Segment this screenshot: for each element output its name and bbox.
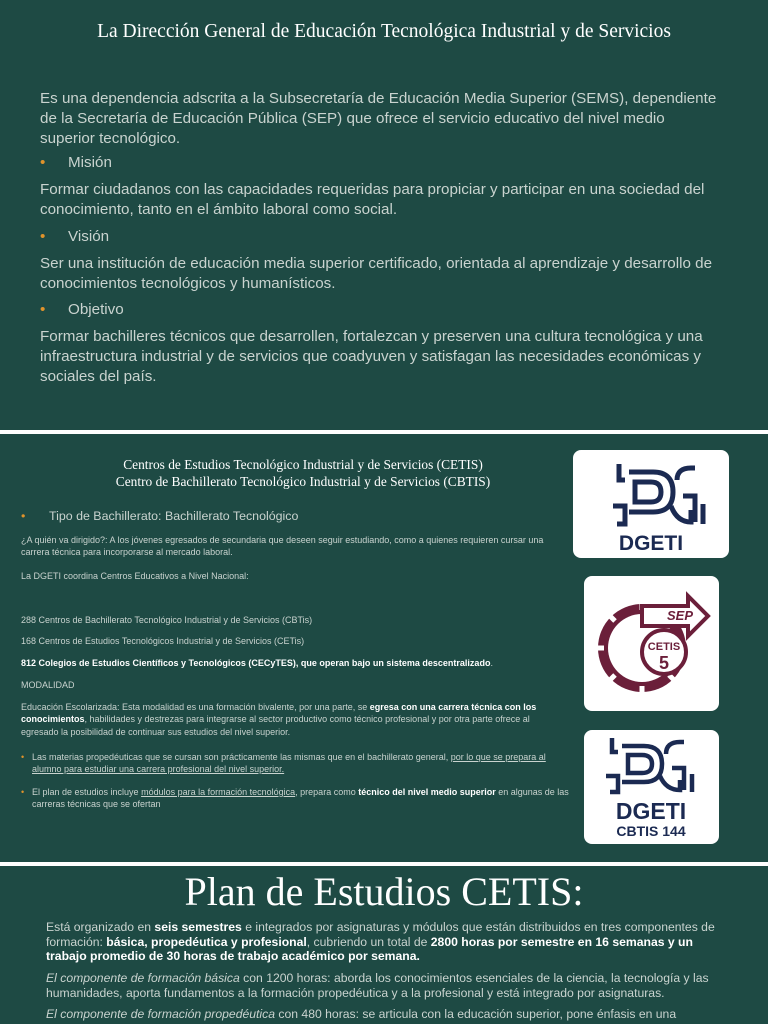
bullet-dot-icon: • [21, 509, 26, 523]
title-line-cbtis: Centro de Bachillerato Tecnológico Industrial y de Servicios (CBTIS) [115, 474, 491, 489]
coordina-text: La DGETI coordina Centros Educativos a Nivel Nacional: [21, 571, 249, 581]
logo-wordmark: DGETI [615, 798, 687, 824]
p1-bold: seis semestres [154, 920, 242, 934]
bullet-label: Tipo de Bachillerato: Bachillerato Tecnológico [49, 509, 299, 523]
plan-part: , prepara como [295, 787, 359, 797]
dgeti-emblem-icon [573, 450, 729, 558]
esc-part: , habilidades y destrezas para integrarse al sector productivo como técnico profesional y por otra parte ofrece al egresado la posibilidad de continuar sus estudios del nivel superior. [21, 714, 530, 737]
plan-part: El plan de estudios incluye [32, 787, 142, 797]
logo-subtitle: CBTIS 144 [616, 823, 686, 839]
bullet-label: Visión [68, 228, 110, 245]
plan-link: módulos para la formación tecnológica [141, 787, 296, 797]
p1-part: Está organizado en [46, 920, 155, 934]
logo-cetis-text: CETIS [647, 641, 681, 653]
dgeti-logo [573, 450, 729, 558]
slide-cetis-cbtis [0, 434, 768, 862]
bullet-objetivo [40, 300, 124, 320]
slide-plan-estudios [0, 866, 768, 1024]
cetis-5-logo [584, 576, 719, 711]
title-line-cetis: Centros de Estudios Tecnológico Industrial y de Servicios (CETIS) [123, 457, 483, 472]
slide-title: Plan de Estudios CETIS: [184, 869, 584, 914]
materias-bullet [21, 751, 575, 776]
plan-bullet [21, 786, 575, 811]
esc-bold: egresa con una carrera técnica con los conocimientos [21, 702, 537, 725]
plan-bold: técnico del nivel medio superior [358, 787, 496, 797]
logo-number-text: 5 [658, 653, 670, 673]
cbtis-count: 288 Centros de Bachillerato Tecnológico Industrial y de Servicios (CBTis) [21, 615, 313, 625]
p3-part: con 480 horas: se articula con la educación superior, pone énfasis en una [275, 1007, 677, 1021]
bullet-label: Misión [68, 154, 112, 171]
basica-paragraph [46, 971, 722, 1000]
mat-part: Las materias propedéuticas que se cursan son prácticamente las mismas que en el bachillerato general, [32, 752, 451, 762]
bullet-mision [40, 153, 112, 173]
p1-part: , cubriendo un total de [306, 934, 431, 949]
modalidad-heading: MODALIDAD [21, 680, 75, 690]
vision-text: Ser una institución de educación media superior certificado, orientada al aprendizaje y desarrollo de conocimientos tecnológicos y humanísticos. [40, 255, 713, 292]
propedeutica-paragraph [46, 1007, 722, 1022]
logo-wordmark: DGETI [618, 532, 684, 555]
p1-bold: básica, propedéutica y profesional [106, 934, 307, 949]
mat-link: por lo que se prepara al alumno para estudiar una carrera profesional del nivel superior. [32, 752, 546, 775]
logo-sep-text: SEP [666, 608, 694, 623]
esc-part: Educación Escolarizada: Esta modalidad es una formación bivalente, por una parte, se [21, 702, 370, 712]
intro-paragraph: Es una dependencia adscrita a la Subsecretaría de Educación Media Superior (SEMS), dependiente de la Secretaría de Educación Pública (SEP) que ofrece el servicio educativo del nivel medio superior tecnológico. [40, 90, 717, 147]
escolarizada-text [21, 701, 564, 738]
cetis-count: 168 Centros de Estudios Tecnológicos Industrial y de Servicios (CETis) [21, 636, 305, 646]
mision-text: Formar ciudadanos con las capacidades requeridas para propiciar y participar en una sociedad del conocimiento, tanto en el ámbito laboral como social. [40, 181, 705, 218]
p1-bold: 2800 horas por semestre en 16 semanas y un trabajo promedio de 30 horas de trabajo académico por semana. [46, 934, 693, 964]
bullet-vision [40, 227, 109, 247]
dgeti-emblem-icon [584, 730, 719, 844]
objetivo-text: Formar bachilleres técnicos que desarrollen, fortalezcan y preserven una cultura tecnológica y una infraestructura industrial y de servicios que coadyuven y satisfagan las necesidades económicas y sociales del país. [40, 328, 703, 385]
p3-italic: El componente de formación propedéutica [46, 1007, 275, 1021]
slide-title [40, 456, 566, 490]
bullet-dot-icon: • [21, 787, 25, 797]
slide-dgeti-overview [0, 0, 768, 430]
bullet-dot-icon: • [21, 752, 25, 762]
bullet-dot-icon: • [40, 228, 46, 245]
slide-title: La Dirección General de Educación Tecnológica Industrial y de Servicios [97, 21, 671, 42]
plan-paragraph [46, 920, 722, 964]
p1-part: e integrados por asignaturas y módulos que están distribuidos en tres componentes de formación: [46, 920, 715, 949]
bullet-label: Objetivo [68, 301, 124, 318]
dgeti-cbtis-144-logo [584, 730, 719, 844]
cecytes-bold: 812 Colegios de Estudios Científicos y Tecnológicos (CECyTES), que operan bajo un sistema descentralizado [21, 658, 491, 668]
cecytes-count [21, 657, 564, 669]
bullet-dot-icon: • [40, 154, 46, 171]
bullet-tipo-bachillerato [21, 508, 298, 524]
plan-part: en algunas de las carreras técnicas que se ofertan [32, 787, 569, 810]
cetis-gear-icon [584, 576, 719, 711]
bullet-dot-icon: • [40, 301, 46, 318]
p2-part: con 1200 horas: aborda los conocimientos esenciales de la ciencia, la tecnología y las humanidades, aporta fundamentos a la formación propedéutica y a la profesional y está integrado por asignaturas. [46, 971, 709, 1000]
cecytes-end: . [490, 658, 493, 668]
dirigido-text: ¿A quién va dirigido?: A los jóvenes egresados de secundaria que deseen seguir estudiando, como a quienes requieren cursar una carrera técnica para incorporarse al mercado laboral. [21, 535, 544, 558]
p2-italic: El componente de formación básica [46, 971, 240, 985]
